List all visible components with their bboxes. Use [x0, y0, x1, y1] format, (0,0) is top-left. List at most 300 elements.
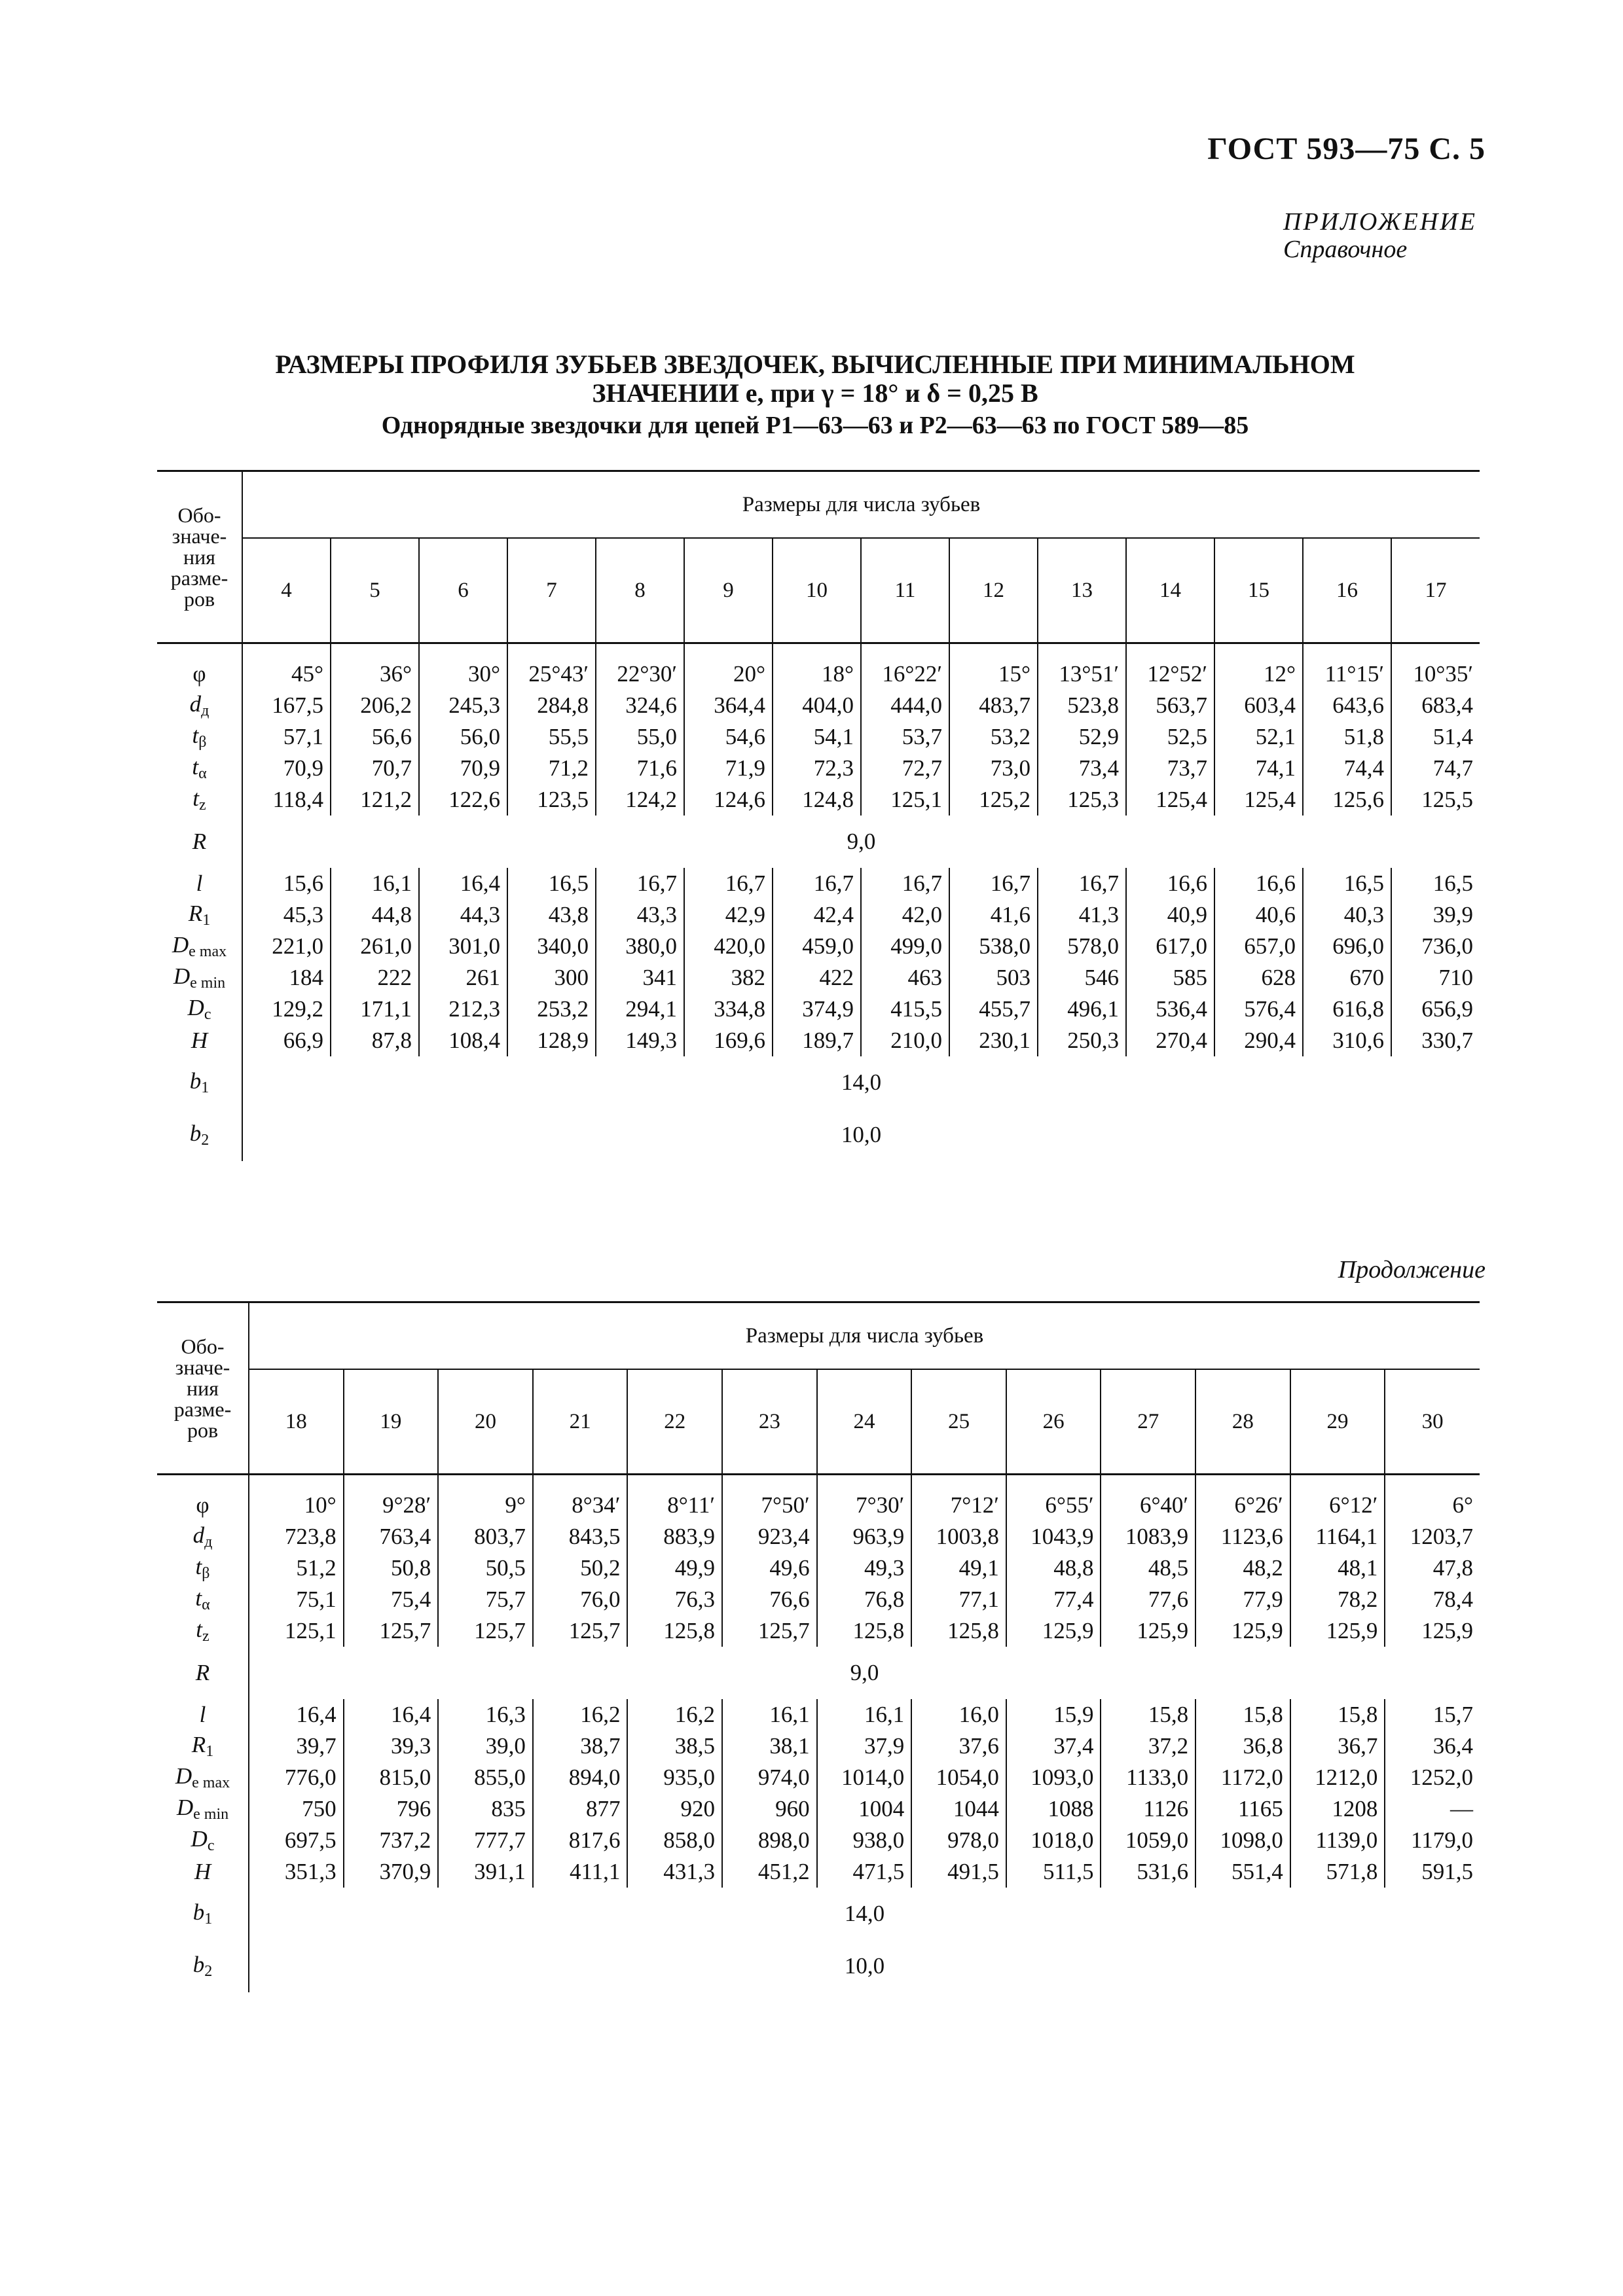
value-cell: 16,3 — [438, 1699, 533, 1731]
value-cell: 503 — [949, 962, 1038, 994]
value-cell: 78,4 — [1385, 1584, 1480, 1615]
table-row — [157, 1825, 1480, 1856]
row-symbol — [157, 1856, 249, 1888]
symbol-subscript: д — [204, 1534, 213, 1551]
value-cell: 15,7 — [1385, 1699, 1480, 1731]
value-cell: 16,4 — [419, 868, 507, 899]
teeth-count-header: 12 — [949, 538, 1038, 643]
symbol-subscript: α — [198, 765, 207, 782]
value-cell: 16,6 — [1214, 868, 1303, 899]
value-cell: 221,0 — [272, 933, 323, 959]
value-cell: 617,0 — [1126, 931, 1214, 962]
value-cell: 9°28′ — [344, 1490, 439, 1521]
symbol-subscript: z — [199, 797, 206, 814]
designation-header: Обо- значе- ния разме- ров — [157, 1302, 249, 1475]
value-cell-spanning: 10,0 — [844, 1953, 885, 1979]
value-cell: 16,7 — [861, 868, 949, 899]
value-cell: 18° — [773, 658, 861, 690]
value-cell: 938,0 — [817, 1825, 912, 1856]
value-cell: 125,9 — [1006, 1615, 1101, 1647]
symbol-main: l — [199, 1702, 206, 1727]
value-cell: 7°30′ — [817, 1490, 912, 1521]
value-cell: 546 — [1038, 962, 1126, 994]
value-cell: 697,5 — [284, 1827, 337, 1853]
value-cell: 330,7 — [1391, 1025, 1480, 1056]
value-cell: 696,0 — [1303, 931, 1391, 962]
sizes-caption: Размеры для числа зубьев — [249, 1302, 1480, 1370]
value-cell: 149,3 — [596, 1025, 684, 1056]
value-cell: 57,1 — [283, 724, 323, 749]
symbol-subscript: c — [207, 1837, 215, 1854]
value-cell: 77,1 — [911, 1584, 1006, 1615]
value-cell: 44,3 — [419, 899, 507, 931]
value-cell: 48,8 — [1006, 1552, 1101, 1584]
value-cell: 340,0 — [507, 931, 596, 962]
value-cell: 855,0 — [438, 1762, 533, 1793]
symbol-main: d — [192, 1522, 205, 1548]
row-symbol — [157, 721, 242, 753]
value-cell: 39,3 — [344, 1731, 439, 1762]
value-cell: 47,8 — [1385, 1552, 1480, 1584]
value-cell: 45° — [291, 661, 323, 687]
value-cell: 210,0 — [861, 1025, 949, 1056]
value-cell: 70,7 — [331, 753, 419, 784]
value-cell: 1083,9 — [1101, 1521, 1195, 1552]
value-cell: 628 — [1214, 962, 1303, 994]
symbol-main: t — [192, 785, 200, 811]
symbol-main: φ — [192, 661, 206, 687]
value-cell: 1126 — [1101, 1793, 1195, 1825]
value-cell: 125,8 — [627, 1615, 722, 1647]
table-row — [157, 1025, 1480, 1056]
value-cell: 70,9 — [283, 755, 323, 781]
value-cell: 75,4 — [344, 1584, 439, 1615]
value-cell: 74,1 — [1214, 753, 1303, 784]
value-cell: 923,4 — [722, 1521, 817, 1552]
appendix-label: ПРИЛОЖЕНИЕ — [1283, 208, 1477, 236]
value-cell: 920 — [627, 1793, 722, 1825]
value-cell: 16,6 — [1126, 868, 1214, 899]
value-cell: 290,4 — [1214, 1025, 1303, 1056]
value-cell: 36,7 — [1290, 1731, 1385, 1762]
value-cell: 1252,0 — [1385, 1762, 1480, 1793]
value-cell: 76,6 — [722, 1584, 817, 1615]
row-symbol — [157, 899, 242, 931]
value-cell: 471,5 — [817, 1856, 912, 1888]
value-cell: 30° — [419, 658, 507, 690]
title-line-1: РАЗМЕРЫ ПРОФИЛЯ ЗУБЬЕВ ЗВЕЗДОЧЕК, ВЫЧИСЛЕННЫЕ ПРИ МИНИМАЛЬНОМ — [275, 350, 1355, 379]
row-symbol — [157, 1888, 249, 1940]
row-symbol — [157, 1615, 249, 1647]
value-cell: 877 — [533, 1793, 628, 1825]
value-cell: 411,1 — [533, 1856, 628, 1888]
value-cell: 53,2 — [949, 721, 1038, 753]
value-cell: 16,4 — [296, 1702, 337, 1727]
row-symbol — [157, 1056, 242, 1109]
value-cell: 538,0 — [949, 931, 1038, 962]
symbol-main: t — [196, 1617, 203, 1642]
value-cell: 974,0 — [722, 1762, 817, 1793]
teeth-count-header: 20 — [438, 1369, 533, 1475]
value-cell: 261,0 — [331, 931, 419, 962]
value-cell: 585 — [1126, 962, 1214, 994]
value-cell: 49,6 — [722, 1552, 817, 1584]
value-cell: 294,1 — [596, 994, 684, 1025]
value-cell: 563,7 — [1126, 690, 1214, 721]
table-row — [157, 868, 1480, 899]
table-row-r — [157, 816, 1480, 868]
row-symbol — [157, 1584, 249, 1615]
value-cell: 125,1 — [861, 784, 949, 816]
value-cell: — — [1385, 1793, 1480, 1825]
symbol-subscript: z — [202, 1628, 210, 1645]
teeth-count-header: 29 — [1290, 1369, 1385, 1475]
value-cell: 324,6 — [596, 690, 684, 721]
value-cell: 883,9 — [627, 1521, 722, 1552]
table-row — [157, 1762, 1480, 1793]
value-cell: 978,0 — [911, 1825, 1006, 1856]
value-cell: 16°22′ — [861, 658, 949, 690]
symbol-subscript: c — [204, 1006, 211, 1023]
value-cell: 39,9 — [1391, 899, 1480, 931]
symbol-main: R — [195, 1660, 210, 1685]
row-symbol — [157, 1762, 249, 1793]
teeth-count-header: 7 — [507, 538, 596, 643]
row-symbol — [157, 994, 242, 1025]
value-cell: 73,4 — [1038, 753, 1126, 784]
value-cell: 422 — [773, 962, 861, 994]
row-symbol — [157, 784, 242, 816]
value-cell: 55,0 — [596, 721, 684, 753]
value-cell: 54,6 — [684, 721, 773, 753]
value-cell: 15,8 — [1290, 1699, 1385, 1731]
value-cell: 44,8 — [331, 899, 419, 931]
value-cell: 16,1 — [331, 868, 419, 899]
value-cell: 6°26′ — [1195, 1490, 1290, 1521]
value-cell: 48,5 — [1101, 1552, 1195, 1584]
value-cell: 420,0 — [684, 931, 773, 962]
value-cell: 523,8 — [1038, 690, 1126, 721]
table-row — [157, 962, 1480, 994]
value-cell: 491,5 — [911, 1856, 1006, 1888]
value-cell: 670 — [1303, 962, 1391, 994]
symbol-main: D — [172, 932, 189, 958]
value-cell: 38,5 — [627, 1731, 722, 1762]
value-cell: 341 — [596, 962, 684, 994]
value-cell: 42,9 — [684, 899, 773, 931]
value-cell: 536,4 — [1126, 994, 1214, 1025]
symbol-subscript: 1 — [206, 1743, 214, 1760]
value-cell: 817,6 — [533, 1825, 628, 1856]
value-cell: 121,2 — [331, 784, 419, 816]
value-cell: 16,5 — [1303, 868, 1391, 899]
symbol-subscript: д — [201, 702, 210, 719]
symbol-main: R — [191, 1732, 206, 1757]
value-cell: 1014,0 — [817, 1762, 912, 1793]
value-cell: 591,5 — [1385, 1856, 1480, 1888]
value-cell: 364,4 — [684, 690, 773, 721]
value-cell: 657,0 — [1214, 931, 1303, 962]
symbol-subscript: e min — [190, 975, 226, 992]
symbol-main: t — [192, 723, 199, 748]
value-cell: 1088 — [1006, 1793, 1101, 1825]
value-cell: 571,8 — [1290, 1856, 1385, 1888]
symbol-subscript: α — [202, 1596, 210, 1613]
value-cell: 167,5 — [272, 692, 323, 718]
value-cell: 38,1 — [722, 1731, 817, 1762]
value-cell: 171,1 — [331, 994, 419, 1025]
value-cell: 54,1 — [773, 721, 861, 753]
value-cell: 351,3 — [284, 1859, 337, 1884]
value-cell: 777,7 — [438, 1825, 533, 1856]
value-cell: 578,0 — [1038, 931, 1126, 962]
symbol-main: D — [191, 1826, 208, 1852]
value-cell: 42,0 — [861, 899, 949, 931]
value-cell: 52,1 — [1214, 721, 1303, 753]
teeth-count-header: 15 — [1214, 538, 1303, 643]
value-cell: 750 — [302, 1796, 337, 1821]
value-cell: 16,5 — [507, 868, 596, 899]
value-cell: 16,4 — [344, 1699, 439, 1731]
value-cell: 41,3 — [1038, 899, 1126, 931]
value-cell: 16,1 — [817, 1699, 912, 1731]
teeth-count-header: 24 — [817, 1369, 912, 1475]
value-cell: 374,9 — [773, 994, 861, 1025]
row-symbol — [157, 868, 242, 899]
value-cell: 74,7 — [1391, 753, 1480, 784]
value-cell: 16,7 — [773, 868, 861, 899]
value-cell: 1093,0 — [1006, 1762, 1101, 1793]
value-cell: 483,7 — [949, 690, 1038, 721]
value-cell: 431,3 — [627, 1856, 722, 1888]
value-cell: 51,8 — [1303, 721, 1391, 753]
row-symbol — [157, 931, 242, 962]
teeth-count-header: 6 — [419, 538, 507, 643]
value-cell: 37,2 — [1101, 1731, 1195, 1762]
value-cell: 12°52′ — [1126, 658, 1214, 690]
symbol-main: t — [192, 754, 199, 780]
value-cell: 10°35′ — [1391, 658, 1480, 690]
value-cell: 52,5 — [1126, 721, 1214, 753]
sprocket-table-2 — [157, 1301, 1480, 1992]
teeth-count-header: 8 — [596, 538, 684, 643]
table-row — [157, 784, 1480, 816]
appendix-type: Справочное — [1283, 236, 1408, 263]
value-cell: 43,3 — [596, 899, 684, 931]
value-cell: 124,6 — [684, 784, 773, 816]
value-cell: 36,8 — [1195, 1731, 1290, 1762]
value-cell-spanning: 10,0 — [841, 1122, 882, 1147]
value-cell: 310,6 — [1303, 1025, 1391, 1056]
value-cell: 13°51′ — [1038, 658, 1126, 690]
value-cell: 125,2 — [949, 784, 1038, 816]
value-cell: 15,6 — [283, 870, 323, 896]
teeth-count-header: 10 — [773, 538, 861, 643]
value-cell-spanning: 14,0 — [841, 1069, 882, 1095]
value-cell: 6°12′ — [1290, 1490, 1385, 1521]
value-cell: 736,0 — [1391, 931, 1480, 962]
value-cell: 16,7 — [596, 868, 684, 899]
value-cell: 710 — [1391, 962, 1480, 994]
value-cell: 43,8 — [507, 899, 596, 931]
table-row-b2 — [157, 1109, 1480, 1161]
value-cell: 776,0 — [284, 1765, 337, 1790]
value-cell: 603,4 — [1214, 690, 1303, 721]
value-cell: 16,2 — [627, 1699, 722, 1731]
document-title — [151, 350, 1480, 408]
value-cell: 898,0 — [722, 1825, 817, 1856]
teeth-count-header: 27 — [1101, 1369, 1195, 1475]
value-cell: 1165 — [1195, 1793, 1290, 1825]
value-cell: 125,9 — [1290, 1615, 1385, 1647]
value-cell: 15,9 — [1006, 1699, 1101, 1731]
table-row — [157, 1731, 1480, 1762]
teeth-count-header: 11 — [861, 538, 949, 643]
value-cell: 20° — [684, 658, 773, 690]
table-row — [157, 899, 1480, 931]
teeth-count-header: 21 — [533, 1369, 628, 1475]
value-cell: 124,2 — [596, 784, 684, 816]
value-cell: 894,0 — [533, 1762, 628, 1793]
table-row — [157, 994, 1480, 1025]
value-cell: 391,1 — [438, 1856, 533, 1888]
value-cell: 125,9 — [1101, 1615, 1195, 1647]
value-cell: 125,7 — [722, 1615, 817, 1647]
value-cell: 963,9 — [817, 1521, 912, 1552]
symbol-main: R — [192, 829, 207, 854]
value-cell: 48,1 — [1290, 1552, 1385, 1584]
value-cell: 803,7 — [438, 1521, 533, 1552]
symbol-subscript: 2 — [204, 1963, 213, 1980]
value-cell: 71,2 — [507, 753, 596, 784]
value-cell: 51,2 — [296, 1555, 337, 1581]
value-cell: 1043,9 — [1006, 1521, 1101, 1552]
value-cell: 9° — [438, 1490, 533, 1521]
value-cell: 25°43′ — [507, 658, 596, 690]
value-cell: 1212,0 — [1290, 1762, 1385, 1793]
symbol-subscript: 1 — [201, 1079, 210, 1096]
value-cell: 125,6 — [1303, 784, 1391, 816]
table-row — [157, 1615, 1480, 1647]
value-cell: 1054,0 — [911, 1762, 1006, 1793]
value-cell: 22°30′ — [596, 658, 684, 690]
row-symbol — [157, 816, 242, 868]
value-cell: 683,4 — [1391, 690, 1480, 721]
symbol-subscript: 1 — [202, 912, 211, 929]
value-cell: 6° — [1385, 1490, 1480, 1521]
row-symbol — [157, 1109, 242, 1161]
row-symbol — [157, 1793, 249, 1825]
value-cell-spanning: 14,0 — [844, 1901, 885, 1926]
value-cell: 53,7 — [861, 721, 949, 753]
symbol-subscript: e max — [192, 1774, 230, 1791]
value-cell: 1018,0 — [1006, 1825, 1101, 1856]
value-cell: 380,0 — [596, 931, 684, 962]
row-symbol — [157, 1731, 249, 1762]
value-cell: 415,5 — [861, 994, 949, 1025]
teeth-count-header: 18 — [249, 1369, 344, 1475]
value-cell: 40,6 — [1214, 899, 1303, 931]
value-cell: 444,0 — [861, 690, 949, 721]
teeth-count-header: 26 — [1006, 1369, 1101, 1475]
value-cell: 656,9 — [1391, 994, 1480, 1025]
table-row — [157, 931, 1480, 962]
value-cell: 1172,0 — [1195, 1762, 1290, 1793]
value-cell: 496,1 — [1038, 994, 1126, 1025]
value-cell: 8°11′ — [627, 1490, 722, 1521]
symbol-main: t — [195, 1585, 202, 1611]
value-cell: 1004 — [817, 1793, 912, 1825]
value-cell: 843,5 — [533, 1521, 628, 1552]
value-cell: 7°50′ — [722, 1490, 817, 1521]
value-cell: 16,0 — [911, 1699, 1006, 1731]
value-cell: 123,5 — [507, 784, 596, 816]
value-cell: 6°40′ — [1101, 1490, 1195, 1521]
value-cell: 300 — [507, 962, 596, 994]
value-cell: 1133,0 — [1101, 1762, 1195, 1793]
value-cell: 125,3 — [1038, 784, 1126, 816]
value-cell: 10° — [304, 1492, 337, 1518]
value-cell: 45,3 — [283, 902, 323, 927]
value-cell: 15,8 — [1195, 1699, 1290, 1731]
page-header-ref: ГОСТ 593—75 С. 5 — [1207, 132, 1486, 166]
value-cell: 56,0 — [419, 721, 507, 753]
value-cell: 42,4 — [773, 899, 861, 931]
teeth-count-header: 22 — [627, 1369, 722, 1475]
sizes-caption: Размеры для числа зубьев — [242, 471, 1480, 539]
value-cell: 87,8 — [331, 1025, 419, 1056]
value-cell: 72,3 — [773, 753, 861, 784]
value-cell: 125,7 — [533, 1615, 628, 1647]
value-cell: 284,8 — [507, 690, 596, 721]
value-cell: 253,2 — [507, 994, 596, 1025]
value-cell: 551,4 — [1195, 1856, 1290, 1888]
symbol-main: H — [194, 1859, 211, 1884]
table-row-b1 — [157, 1056, 1480, 1109]
value-cell: 270,4 — [1126, 1025, 1214, 1056]
teeth-count-header: 14 — [1126, 538, 1214, 643]
value-cell: 77,9 — [1195, 1584, 1290, 1615]
value-cell: 935,0 — [627, 1762, 722, 1793]
table-row-b1 — [157, 1888, 1480, 1940]
value-cell: 576,4 — [1214, 994, 1303, 1025]
value-cell: 124,8 — [773, 784, 861, 816]
value-cell: 48,2 — [1195, 1552, 1290, 1584]
value-cell: 76,0 — [533, 1584, 628, 1615]
value-cell: 858,0 — [627, 1825, 722, 1856]
value-cell: 125,8 — [817, 1615, 912, 1647]
value-cell: 723,8 — [284, 1524, 337, 1549]
symbol-main: φ — [196, 1492, 210, 1518]
value-cell: 73,7 — [1126, 753, 1214, 784]
value-cell: 499,0 — [861, 931, 949, 962]
value-cell: 230,1 — [949, 1025, 1038, 1056]
table-row — [157, 1490, 1480, 1521]
row-symbol — [157, 753, 242, 784]
appendix-block — [1283, 208, 1477, 263]
value-cell: 70,9 — [419, 753, 507, 784]
value-cell: 74,4 — [1303, 753, 1391, 784]
table-row — [157, 721, 1480, 753]
symbol-subscript: 1 — [204, 1910, 213, 1928]
symbol-main: D — [173, 963, 191, 989]
value-cell: 334,8 — [684, 994, 773, 1025]
symbol-main: R — [188, 901, 203, 926]
value-cell: 125,7 — [438, 1615, 533, 1647]
value-cell: 1179,0 — [1385, 1825, 1480, 1856]
symbol-main: l — [196, 870, 203, 896]
value-cell: 76,3 — [627, 1584, 722, 1615]
